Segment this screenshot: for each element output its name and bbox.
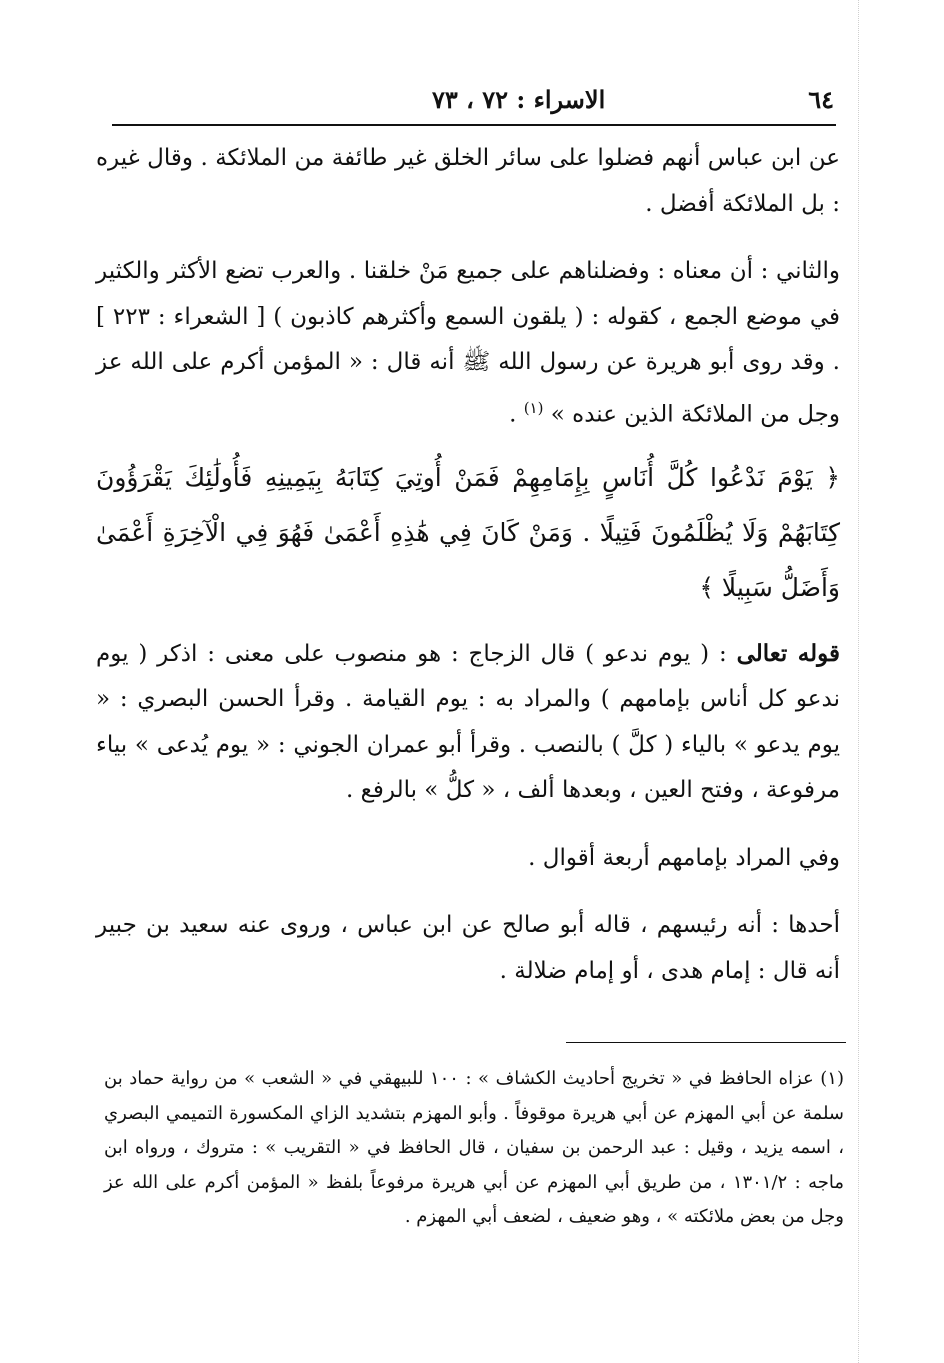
header-rule [112, 124, 836, 126]
page-header [112, 78, 834, 120]
paragraph-3-text: : ( يوم ندعو ) قال الزجاج : هو منصوب على معنى : اذكر ( يوم ندعو كل أناس بإمامهم ) والمراد به : يوم القيامة . وقرأ الحسن البصري : « يوم يدعو » بالياء ( كلَّ ) بالنصب . وقرأ أبو عمران الجوني : « يوم يُدعى » بياء مرفوعة ، وفتح العين ، وبعدها ألف ، « كلُّ » بالرفع . [96, 640, 840, 804]
paragraph-1: عن ابن عباس أنهم فضلوا على سائر الخلق غير طائفة من الملائكة . وقال غيره : بل الملائكة أفضل . [96, 145, 840, 217]
footnotes [104, 1062, 844, 1235]
footnote-1: (١) عزاه الحافظ في « تخريج أحاديث الكشاف » : ١٠٠ للبيهقي في « الشعب » من رواية حماد بن سلمة عن أبي المهزم عن أبي هريرة موقوفاً . وأبو المهزم بتشديد الزاي المكسورة التميمي البصري ، اسمه يزيد ، وقيل : عبد الرحمن بن سفيان ، قال الحافظ في « التقريب » : متروك ، ورواه ابن ماجه : ١٣٠١/٢ ، من طريق أبي المهزم عن أبي هريرة مرفوعاً بلفظ « المؤمن أكرم على الله عز وجل من بعض ملائكته » ، وهو ضعيف ، لضعف أبي المهزم . [104, 1068, 844, 1227]
paragraph-2-end: . [509, 401, 524, 428]
paragraph-5: أحدها : أنه رئيسهم ، قاله أبو صالح عن ابن عباس ، وروى عنه سعيد بن جبير أنه قال : إمام هدى ، أو إمام ضلالة . [96, 912, 840, 984]
paragraph-3-lead: قوله تعالى [736, 639, 841, 667]
paragraph-3 [96, 631, 840, 814]
paragraph-2 [96, 249, 840, 438]
scan-artifact-line [858, 0, 859, 1363]
paragraph-2-text: والثاني : أن معناه : وفضلناهم على جميع مَنْ خلقنا . والعرب تضع الأكثر والكثير في موضع الجمع ، كقوله : ( يلقون السمع وأكثرهم كاذبون ) [ الشعراء : ٢٢٣ ] . وقد روى أبو هريرة عن رسول الله ﷺ أنه قال : « المؤمن أكرم على الله عز وجل من الملائكة الذين عنده » [96, 258, 840, 428]
page-number: ٦٤ [808, 84, 834, 114]
footnote-marker: (١) [523, 398, 544, 417]
main-text [96, 136, 840, 994]
quran-verse: ﴿ يَوْمَ نَدْعُوا كُلَّ أُنَاسٍ بِإِمَامِهِمْ فَمَنْ أُوتِيَ كِتَابَهُ بِيَمِينِهِ فَأُولَٰئِكَ يَقْرَؤُونَ كِتَابَهُمْ وَلَا يُظْلَمُونَ فَتِيلًا . وَمَنْ كَانَ فِي هَٰذِهِ أَعْمَىٰ فَهُوَ فِي الْآخِرَةِ أَعْمَىٰ وَأَضَلُّ سَبِيلًا ﴾ [96, 462, 840, 602]
running-title: الاسراء : ٧٢ ، ٧٣ [432, 84, 606, 114]
footnote-rule [566, 1042, 846, 1043]
paragraph-4: وفي المراد بإمامهم أربعة أقوال . [528, 844, 840, 871]
